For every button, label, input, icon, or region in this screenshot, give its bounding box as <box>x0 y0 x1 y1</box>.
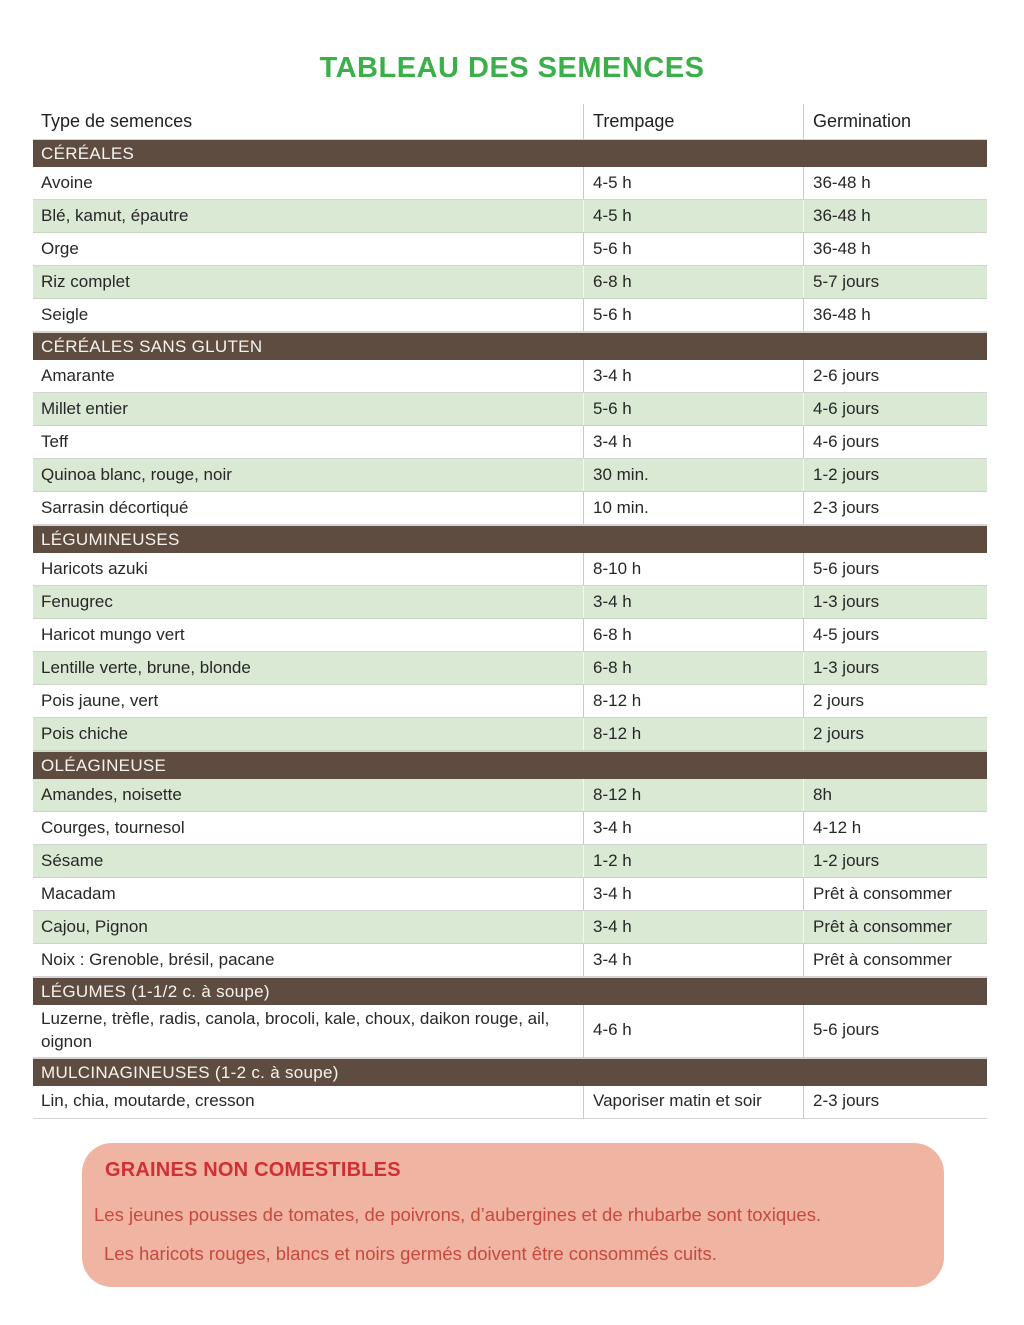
cell-germination: 2-3 jours <box>803 492 987 524</box>
section-header: CÉRÉALES <box>33 139 987 167</box>
cell-type: Pois jaune, vert <box>41 690 159 710</box>
table-row <box>33 911 987 944</box>
cell-trempage: 6-8 h <box>583 266 803 298</box>
cell-germination: 5-6 jours <box>803 553 987 585</box>
table-row <box>33 459 987 492</box>
cell-germination: 1-3 jours <box>803 586 987 618</box>
table-row <box>33 266 987 299</box>
cell-germination: 4-12 h <box>803 812 987 844</box>
cell-trempage: 3-4 h <box>583 586 803 618</box>
cell-trempage: 5-6 h <box>583 233 803 265</box>
cell-trempage: 1-2 h <box>583 845 803 877</box>
page-title: TABLEAU DES SEMENCES <box>319 52 705 84</box>
cell-germination: 2-3 jours <box>803 1086 987 1118</box>
table-row <box>33 299 987 332</box>
table-row <box>33 779 987 812</box>
table-row <box>33 426 987 459</box>
cell-trempage: 8-10 h <box>583 553 803 585</box>
cell-germination: 5-7 jours <box>803 266 987 298</box>
table-row <box>33 200 987 233</box>
cell-type: Seigle <box>41 304 89 324</box>
cell-trempage: 8-12 h <box>583 779 803 811</box>
cell-trempage: 10 min. <box>583 492 803 524</box>
cell-trempage: 4-5 h <box>583 167 803 199</box>
cell-type: Haricots azuki <box>41 558 148 578</box>
section-header: LÉGUMINEUSES <box>33 525 987 553</box>
cell-germination: 1-2 jours <box>803 845 987 877</box>
cell-trempage: 3-4 h <box>583 426 803 458</box>
table-row <box>33 586 987 619</box>
cell-germination: 4-6 jours <box>803 393 987 425</box>
column-header-germination: Germination <box>803 104 987 139</box>
cell-type: Haricot mungo vert <box>41 624 185 644</box>
cell-germination: 36-48 h <box>803 200 987 232</box>
table-row <box>33 652 987 685</box>
section-header: LÉGUMES (1-1/2 c. à soupe) <box>33 977 987 1005</box>
table-row <box>33 1005 987 1058</box>
cell-type: Sarrasin décortiqué <box>41 497 189 517</box>
cell-germination: 8h <box>803 779 987 811</box>
cell-germination: 36-48 h <box>803 233 987 265</box>
cell-germination: 4-5 jours <box>803 619 987 651</box>
cell-trempage: 6-8 h <box>583 652 803 684</box>
section-header: MULCINAGINEUSES (1-2 c. à soupe) <box>33 1058 987 1086</box>
cell-germination: 1-3 jours <box>803 652 987 684</box>
cell-type: Millet entier <box>41 398 128 418</box>
cell-type: Amarante <box>41 365 115 385</box>
warning-box <box>82 1143 944 1287</box>
table-row <box>33 619 987 652</box>
table-row <box>33 393 987 426</box>
cell-trempage: 3-4 h <box>583 944 803 976</box>
cell-trempage: 5-6 h <box>583 299 803 331</box>
cell-germination: 4-6 jours <box>803 426 987 458</box>
cell-trempage: 8-12 h <box>583 685 803 717</box>
table-row <box>33 492 987 525</box>
table-row <box>33 233 987 266</box>
cell-trempage: 6-8 h <box>583 619 803 651</box>
cell-trempage: 8-12 h <box>583 718 803 750</box>
cell-germination: Prêt à consommer <box>803 878 987 910</box>
column-header-type: Type de semences <box>41 111 193 131</box>
cell-type: Blé, kamut, épautre <box>41 205 189 225</box>
cell-germination: Prêt à consommer <box>803 911 987 943</box>
cell-type: Orge <box>41 238 79 258</box>
cell-type: Quinoa blanc, rouge, noir <box>41 464 232 484</box>
cell-type: Teff <box>41 431 69 451</box>
table-row <box>33 167 987 200</box>
table-row <box>33 718 987 751</box>
cell-trempage: 3-4 h <box>583 878 803 910</box>
table-row <box>33 944 987 977</box>
seed-table-body <box>33 139 987 1119</box>
table-row <box>33 878 987 911</box>
section-header: OLÉAGINEUSE <box>33 751 987 779</box>
cell-type: Noix : Grenoble, brésil, pacane <box>41 949 275 969</box>
cell-type: Courges, tournesol <box>41 817 185 837</box>
seed-table <box>33 104 987 1119</box>
cell-type: Avoine <box>41 172 93 192</box>
table-row <box>33 1086 987 1119</box>
warning-line: Les haricots rouges, blancs et noirs germés doivent être consommés cuits. <box>104 1243 717 1264</box>
section-header: CÉRÉALES SANS GLUTEN <box>33 332 987 360</box>
cell-germination: 5-6 jours <box>803 1005 987 1057</box>
table-row <box>33 812 987 845</box>
cell-type: Macadam <box>41 883 116 903</box>
cell-germination: 36-48 h <box>803 167 987 199</box>
cell-type: Luzerne, trèfle, radis, canola, brocoli, kale, choux, daikon rouge, ail, oignon <box>41 1009 550 1051</box>
cell-germination: 2 jours <box>803 718 987 750</box>
cell-trempage: 3-4 h <box>583 360 803 392</box>
cell-trempage: 3-4 h <box>583 911 803 943</box>
cell-type: Amandes, noisette <box>41 784 182 804</box>
cell-type: Lin, chia, moutarde, cresson <box>41 1091 255 1111</box>
column-header-trempage: Trempage <box>583 104 803 139</box>
cell-trempage: 3-4 h <box>583 812 803 844</box>
table-row <box>33 553 987 586</box>
warning-line: Les jeunes pousses de tomates, de poivrons, d’aubergines et de rhubarbe sont toxiques. <box>94 1204 822 1225</box>
cell-type: Lentille verte, brune, blonde <box>41 657 251 677</box>
cell-germination: Prêt à consommer <box>803 944 987 976</box>
cell-germination: 36-48 h <box>803 299 987 331</box>
cell-type: Fenugrec <box>41 591 113 611</box>
cell-type: Riz complet <box>41 271 130 291</box>
cell-trempage: 4-6 h <box>583 1005 803 1057</box>
cell-germination: 1-2 jours <box>803 459 987 491</box>
table-row <box>33 685 987 718</box>
table-row <box>33 845 987 878</box>
cell-type: Sésame <box>41 850 104 870</box>
cell-trempage: 30 min. <box>583 459 803 491</box>
cell-type: Pois chiche <box>41 723 128 743</box>
cell-trempage: 4-5 h <box>583 200 803 232</box>
table-header-row <box>33 104 987 139</box>
cell-germination: 2 jours <box>803 685 987 717</box>
cell-germination: 2-6 jours <box>803 360 987 392</box>
cell-trempage: Vaporiser matin et soir <box>583 1086 803 1118</box>
warning-title: GRAINES NON COMESTIBLES <box>105 1159 401 1181</box>
cell-type: Cajou, Pignon <box>41 916 148 936</box>
cell-trempage: 5-6 h <box>583 393 803 425</box>
table-row <box>33 360 987 393</box>
